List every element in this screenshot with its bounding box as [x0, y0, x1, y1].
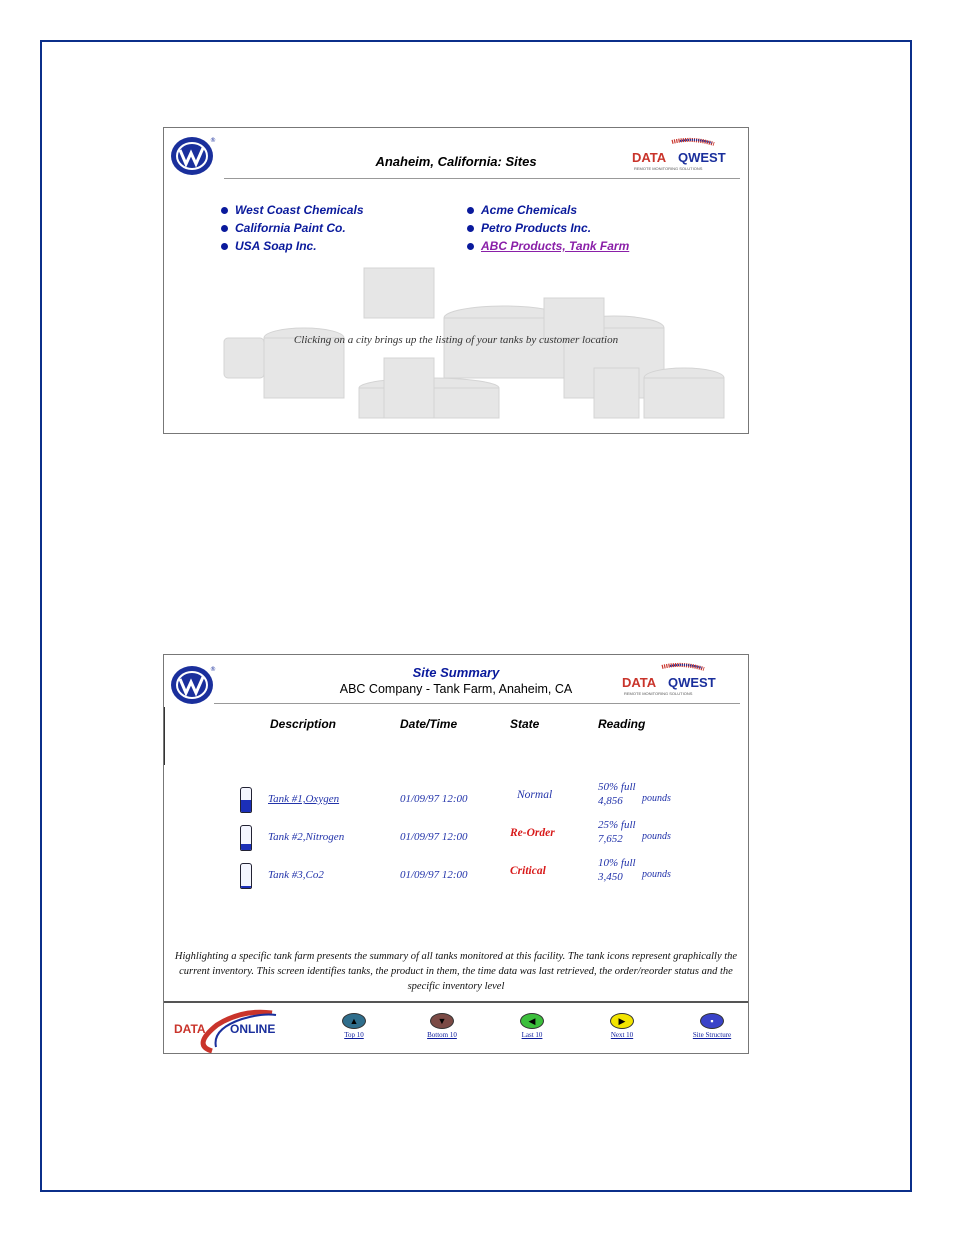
table-row — [164, 781, 748, 819]
site-link-west-coast-chemicals[interactable]: West Coast Chemicals — [235, 203, 364, 217]
site-list-item[interactable] — [467, 237, 629, 255]
nav-label[interactable]: Last 10 — [521, 1031, 543, 1039]
site-link-usa-soap[interactable]: USA Soap Inc. — [235, 239, 317, 253]
bullet-icon — [467, 243, 474, 250]
tank-datetime: 01/09/97 12:00 — [400, 831, 468, 843]
down-arrow-icon[interactable]: ▼ — [430, 1013, 454, 1029]
brand-tagline: REMOTE MONITORING SOLUTIONS — [634, 166, 703, 171]
table-row — [164, 857, 748, 895]
nav-button-next-10[interactable] — [592, 1013, 652, 1039]
brand-qwest-text: QWEST — [668, 675, 716, 690]
site-link-abc-products[interactable]: ABC Products, Tank Farm — [481, 239, 630, 253]
tank-amount: 3,450 — [598, 871, 623, 883]
site-list-right — [467, 201, 629, 255]
tank-level-icon — [240, 825, 252, 851]
nav-button-site-structure[interactable] — [682, 1013, 742, 1039]
page-subtitle: ABC Company - Tank Farm, Anaheim, CA — [339, 682, 573, 696]
nav-label[interactable]: Top 10 — [344, 1031, 364, 1039]
tank-unit: pounds — [642, 869, 671, 880]
bullet-icon — [467, 207, 474, 214]
dataqwest-logo-icon — [630, 136, 749, 172]
tank-fill-bar — [241, 844, 251, 850]
nav-button-last-10[interactable] — [502, 1013, 562, 1039]
left-arrow-icon[interactable]: ◀ — [520, 1013, 544, 1029]
column-header-datetime: Date/Time — [400, 717, 458, 731]
header-divider — [224, 178, 740, 179]
site-list-item[interactable] — [221, 237, 364, 255]
site-list-item[interactable] — [467, 201, 629, 219]
tank-description-link[interactable]: Tank #2,Nitrogen — [268, 831, 345, 843]
dataqwest-logo-icon — [620, 661, 740, 697]
site-link-petro-products[interactable]: Petro Products Inc. — [481, 221, 592, 235]
tank-state: Critical — [510, 865, 546, 877]
svg-text:®: ® — [210, 666, 216, 673]
site-list-left — [221, 201, 364, 255]
column-header-state: State — [510, 717, 540, 731]
tank-level-icon — [240, 863, 252, 889]
brand-data-text: DATA — [622, 675, 657, 690]
right-arrow-icon[interactable]: ▶ — [610, 1013, 634, 1029]
tank-amount: 4,856 — [598, 795, 623, 807]
page-title: Site Summary — [412, 665, 500, 680]
sites-screenshot — [163, 127, 749, 434]
tank-datetime: 01/09/97 12:00 — [400, 869, 468, 881]
site-list-item[interactable] — [221, 219, 364, 237]
logo-data-text: DATA — [174, 1022, 206, 1036]
site-summary-screenshot — [163, 654, 749, 1054]
screen1-caption: Clicking on a city brings up the listing of your tanks by customer location — [293, 334, 619, 346]
bullet-icon — [221, 243, 228, 250]
logo-online-text: ONLINE — [230, 1022, 276, 1036]
nav-button-top-10[interactable] — [324, 1013, 384, 1039]
bullet-icon — [467, 225, 474, 232]
table-row — [164, 819, 748, 857]
svg-text:®: ® — [210, 137, 216, 144]
nav-label[interactable]: Site Structure — [692, 1031, 732, 1039]
site-link-california-paint[interactable]: California Paint Co. — [235, 221, 346, 235]
brand-data-text: DATA — [632, 150, 667, 165]
tank-percent-full: 25% full — [598, 819, 636, 831]
brand-tagline: REMOTE MONITORING SOLUTIONS — [624, 691, 693, 696]
tank-description-link[interactable]: Tank #1,Oxygen — [268, 793, 340, 805]
left-edge-mark — [164, 707, 168, 765]
site-structure-icon[interactable]: ▪ — [700, 1013, 724, 1029]
header-divider — [214, 703, 740, 704]
page-title: Anaheim, California: Sites — [375, 154, 537, 169]
tank-unit: pounds — [642, 793, 671, 804]
tank-amount: 7,652 — [598, 833, 623, 845]
tank-description-link[interactable]: Tank #3,Co2 — [268, 869, 324, 881]
tank-fill-bar — [241, 800, 251, 812]
site-list-item[interactable] — [467, 219, 629, 237]
screen2-caption: Highlighting a specific tank farm presents the summary of all tanks monitored at this facility. The tank icons represent graphically the current inventory. This screen identifies tanks, the product in them, the time data was last retrieved, the order/reorder status and the specific inventory level — [174, 951, 738, 992]
tank-level-icon — [240, 787, 252, 813]
nav-button-bottom-10[interactable] — [412, 1013, 472, 1039]
site-list-item[interactable] — [221, 201, 364, 219]
brand-qwest-text: QWEST — [678, 150, 726, 165]
tank-datetime: 01/09/97 12:00 — [400, 793, 468, 805]
bullet-icon — [221, 225, 228, 232]
tank-percent-full: 50% full — [598, 781, 636, 793]
tank-unit: pounds — [642, 831, 671, 842]
column-header-reading: Reading — [598, 717, 646, 731]
site-link-acme-chemicals[interactable]: Acme Chemicals — [481, 203, 578, 217]
tank-state: Re-Order — [510, 827, 555, 839]
bullet-icon — [221, 207, 228, 214]
up-arrow-icon[interactable]: ▲ — [342, 1013, 366, 1029]
data-online-logo-icon — [172, 1005, 292, 1053]
footer-divider — [164, 1001, 748, 1003]
tank-state: Normal — [517, 789, 553, 801]
column-header-description: Description — [270, 717, 337, 731]
nav-label[interactable]: Next 10 — [610, 1031, 634, 1039]
tank-percent-full: 10% full — [598, 857, 636, 869]
nav-label[interactable]: Bottom 10 — [427, 1031, 457, 1039]
tank-fill-bar — [241, 886, 251, 888]
